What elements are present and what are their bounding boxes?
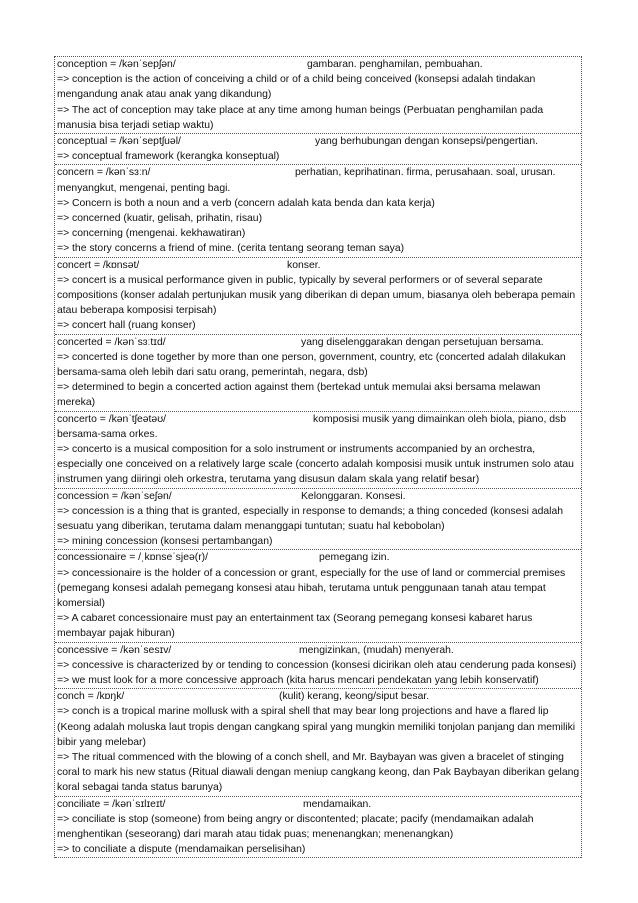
glossary-entry: [55, 165, 581, 257]
entry-example-line: => concession is a thing that is granted, especially in response to demands; a thing conceded (konsesi adalah sesuatu yang diberikan, terutama dalam menanggapi tuntutan; suatu hal kebobolan): [57, 505, 563, 533]
entry-meaning: Kelonggaran. Konsesi.: [301, 490, 406, 502]
entry-meaning: pemegang izin.: [319, 552, 390, 564]
entry-heading: [57, 335, 581, 350]
entry-example-line: => concert is a musical performance given in public, typically by several performers or of several separate compositions (konser adalah pertunjukan musik yang diberikan di depan umum, biasanya oleh beberapa pemain atau beberapa komposisi terpisah): [57, 274, 576, 317]
glossary-entry: [55, 134, 581, 165]
entry-term: concern = /kənˈsɜːn/: [57, 167, 151, 179]
glossary-entry: [55, 550, 581, 642]
entry-heading: [57, 489, 581, 504]
entry-meaning: perhatian, keprihatinan. firma, perusahaan. soal, urusan. menyangkut, mengenai, penting bagi.: [57, 167, 556, 194]
entry-example-line: => conception is the action of conceiving a child or of a child being conceived (konsepsi adalah tindakan mengandung anak atau anak yang dikandung): [57, 74, 536, 101]
entry-meaning: (kulit) kerang, keong/siput besar.: [279, 691, 430, 703]
entry-example-line: => concerned (kuatir, gelisah, prihatin, risau): [57, 213, 263, 224]
glossary-entry: [55, 643, 581, 690]
entry-heading: [57, 258, 581, 273]
entry-meaning: gambaran. penghamilan, pembuahan.: [307, 59, 483, 70]
entry-term: concert = /kɒnsət/: [57, 259, 140, 271]
entry-meaning: konser.: [287, 259, 321, 271]
glossary-entry: [55, 689, 581, 796]
entry-example-line: => conch is a tropical marine mollusk with a spiral shell that may bear long projections and have a flared lip (Keong adalah moluska laut tropis dengan cangkang spiral yang mungkin memiliki tonjolan panjang dan memiliki bibir yang melebar): [57, 706, 576, 748]
entry-example-line: => the story concerns a friend of mine. (cerita tentang seorang teman saya): [57, 243, 405, 255]
entry-example-line: => conciliate is stop (someone) from being angry or discontented; placate; pacify (mendamaikan adalah menghentikan (seseorang) dari marah atau tidak puas; menenangkan; menenangkan): [57, 813, 534, 841]
glossary-entry: [55, 489, 581, 551]
entry-example-line: => concert hall (ruang konser): [57, 320, 196, 332]
entry-example-line: => mining concession (konsesi pertambangan): [57, 536, 273, 548]
entry-example-line: => concerto is a musical composition for a solo instrument or instruments accompanied by an orchestra, especially one conceived on a relatively large scale (concerto adalah komposisi musik untuk instrumen solo atau instrumen yang diiringi oleh orkestra, terutama yang disusun dalam skala yang relatif besar): [57, 444, 574, 486]
glossary-entries: [54, 56, 582, 858]
entry-example-line: => we must look for a more concessive approach (kita harus mencari pendekatan yang lebih konservatif): [57, 675, 539, 687]
entry-heading: [57, 550, 581, 565]
glossary-entry: [55, 412, 581, 489]
entry-example-line: => Concern is both a noun and a verb (concern adalah kata benda dan kata kerja): [57, 197, 435, 209]
entry-term: concessive = /kənˈsesɪv/: [57, 644, 172, 656]
glossary-entry: [55, 797, 581, 859]
entry-meaning: yang diselenggarakan dengan persetujuan bersama.: [301, 336, 544, 348]
entry-example-line: => determined to begin a concerted action against them (bertekad untuk memulai aksi bersama melawan mereka): [57, 382, 541, 409]
entry-meaning: komposisi musik yang dimainkan oleh biola, piano, dsb bersama-sama orkes.: [57, 413, 566, 440]
entry-example-line: => concerning (mengenai. kekhawatiran): [57, 228, 246, 240]
entry-term: conch = /kɒŋk/: [57, 691, 125, 703]
glossary-entry: [55, 258, 581, 335]
entry-heading: [57, 643, 581, 658]
entry-term: concerted = /kənˈsɜːtɪd/: [57, 336, 166, 348]
entry-term: concession = /kənˈseʃən/: [57, 490, 172, 502]
entry-heading: [57, 134, 581, 149]
entry-example-line: => A cabaret concessionaire must pay an entertainment tax (Seorang pemegang konsesi kabaret harus membayar pajak hiburan): [57, 613, 533, 640]
entry-heading: [57, 797, 581, 812]
glossary-entry: [55, 57, 581, 134]
entry-term: conceptual = /kənˈseptʃuəl/: [57, 136, 181, 147]
entry-meaning: mendamaikan.: [303, 798, 372, 810]
entry-example-line: => The ritual commenced with the blowing of a conch shell, and Mr. Baybayan was given a bracelet of stinging coral to mark his new status (Ritual diawali dengan meniup cangkang keong, dan Pak Baybayan diberikan gelang koral sebagai tanda status barunya): [57, 752, 580, 794]
entry-meaning: mengizinkan, (mudah) menyerah.: [299, 644, 454, 656]
entry-example-line: => conceptual framework (kerangka konseptual): [57, 151, 280, 163]
entry-example-line: => concessive is characterized by or tending to concession (konsesi dicirikan oleh atau cenderung pada konsesi): [57, 659, 577, 671]
entry-term: conciliate = /kənˈsɪlɪeɪt/: [57, 798, 166, 810]
entry-heading: [57, 165, 581, 195]
entry-example-line: => The act of conception may take place at any time among human beings (Perbuatan penghamilan pada manusia bisa terjadi setiap waktu): [57, 104, 544, 131]
entry-heading: [57, 412, 581, 442]
entry-term: concessionaire = /ˌkɒnseˈsjeə(r)/: [57, 552, 209, 564]
entry-example-line: => concessionaire is the holder of a concession or grant, especially for the use of land or commercial premises (pemegang konsesi adalah pemegang konsesi atau hibah, terutama untuk penggunaan tanah atau tempat komersial): [57, 567, 566, 610]
entry-meaning: yang berhubungan dengan konsepsi/pengertian.: [315, 136, 539, 147]
entry-term: conception = /kənˈsepʃən/: [57, 59, 176, 70]
entry-term: concerto = /kənˈtʃeətəʊ/: [57, 413, 167, 425]
glossary-entry: [55, 335, 581, 412]
entry-heading: [57, 57, 581, 72]
entry-example-line: => to conciliate a dispute (mendamaikan perselisihan): [57, 844, 306, 856]
entry-heading: [57, 689, 581, 704]
entry-example-line: => concerted is done together by more than one person, government, country, etc (concerted adalah dilakukan bersama-sama oleh lebih dari satu orang, pemerintah, negara, dsb): [57, 351, 566, 378]
